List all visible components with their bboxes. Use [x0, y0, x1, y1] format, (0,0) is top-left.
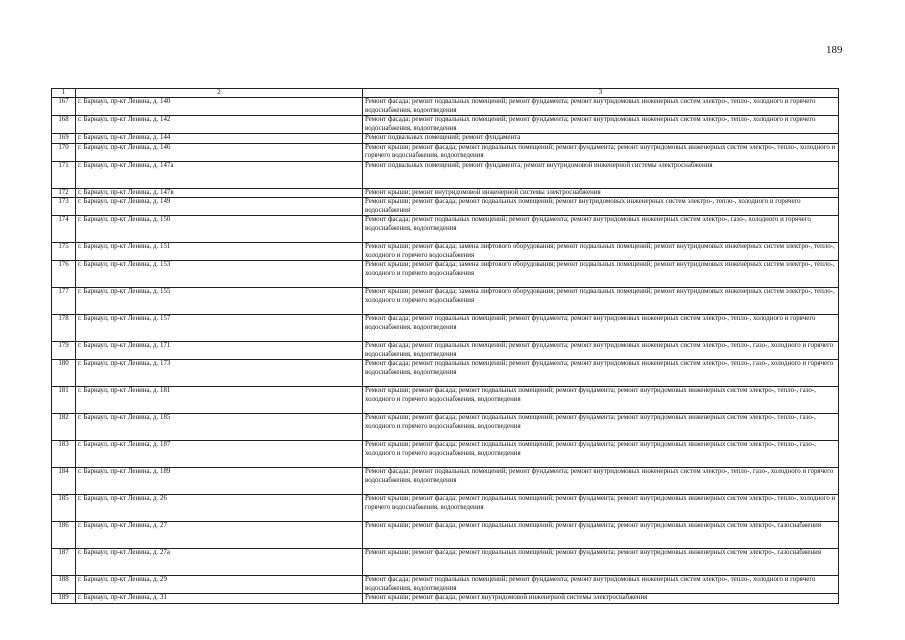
row-works: Ремонт фасада; ремонт подвальных помещений; ремонт фундамента; ремонт внутридомовых инженерных систем электро-, тепло-, холодного и горячего водоснабжения, водоотведения [363, 116, 839, 134]
row-number: 167 [52, 98, 76, 116]
row-number: 169 [52, 134, 76, 144]
row-number: 182 [52, 414, 76, 441]
row-address: г. Барнаул, пр-кт Ленина, д. 187 [76, 441, 363, 468]
row-number: 186 [52, 522, 76, 549]
table-row [52, 441, 839, 468]
row-number: 179 [52, 342, 76, 360]
row-works: Ремонт фасада; ремонт подвальных помещений; ремонт фундамента; ремонт внутридомовых инженерных систем электро-, тепло-, холодного и горячего водоснабжения, водоотведения [363, 315, 839, 342]
row-address: г. Барнаул, пр-кт Ленина, д. 140 [76, 98, 363, 116]
row-works: Ремонт крыши; ремонт фасада; ремонт внутридомовой инженерной системы электроснабжения [363, 594, 839, 604]
table-row [52, 243, 839, 261]
row-works: Ремонт крыши; ремонт фасада; ремонт подвальных помещений; ремонт фундамента; ремонт внутридомовых инженерных систем электро-, тепло-, холодного и горячего водоснабжения, водоотведения [363, 143, 839, 161]
table-row [52, 468, 839, 495]
page-number: 189 [826, 44, 843, 56]
row-works: Ремонт крыши; ремонт фасада; замена лифтового оборудования; ремонт подвальных помещений; ремонт внутридомовых инженерных систем электро-, тепло-, холодного и горячего водоснабжения [363, 261, 839, 288]
row-address: г. Барнаул, пр-кт Ленина, д. 155 [76, 288, 363, 315]
table-row [52, 98, 839, 116]
table-row [52, 188, 839, 198]
row-address: г. Барнаул, пр-кт Ленина, д. 173 [76, 360, 363, 387]
row-address: г. Барнаул, пр-кт Ленина, д. 144 [76, 134, 363, 144]
row-number: 172 [52, 188, 76, 198]
row-works: Ремонт крыши; ремонт фасада; ремонт подвальных помещений; ремонт фундамента; ремонт внутридомовых инженерных систем электро-, газоснабжения [363, 522, 839, 549]
table-row [52, 594, 839, 604]
row-address: г. Барнаул, пр-кт Ленина, д. 147в [76, 188, 363, 198]
row-number: 183 [52, 441, 76, 468]
row-number: 174 [52, 216, 76, 243]
row-works: Ремонт крыши; ремонт фасада; замена лифтового оборудования; ремонт подвальных помещений; ремонт внутридомовых инженерных систем электро-, тепло-, холодного и горячего водоснабжения [363, 243, 839, 261]
row-number: 168 [52, 116, 76, 134]
row-address: г. Барнаул, пр-кт Ленина, д. 189 [76, 468, 363, 495]
row-number: 178 [52, 315, 76, 342]
table-row [52, 198, 839, 216]
table-header-row [52, 89, 839, 98]
table-row [52, 288, 839, 315]
row-works: Ремонт подвальных помещений; ремонт фундамента; ремонт внутридомовой инженерной системы электроснабжения [363, 161, 839, 188]
row-address: г. Барнаул, пр-кт Ленина, д. 185 [76, 414, 363, 441]
row-works: Ремонт фасада; ремонт подвальных помещений; ремонт фундамента; ремонт внутридомовых инженерных систем электро-, тепло-, холодного и горячего водоснабжения, водоотведения [363, 576, 839, 594]
row-number: 180 [52, 360, 76, 387]
repair-works-table [51, 88, 839, 604]
header-col-works: 3 [363, 89, 839, 98]
row-works: Ремонт крыши; ремонт фасада; ремонт подвальных помещений; ремонт фундамента; ремонт внутридомовых инженерных систем электро-, газоснабжения [363, 549, 839, 576]
row-address: г. Барнаул, пр-кт Ленина, д. 142 [76, 116, 363, 134]
row-number: 171 [52, 161, 76, 188]
table-row [52, 414, 839, 441]
row-works: Ремонт крыши; ремонт фасада; ремонт подвальных помещений; ремонт фундамента; ремонт внутридомовых инженерных систем электро-, тепло-, газо-, холодного и горячего водоснабжения, водоотведения [363, 414, 839, 441]
row-address: г. Барнаул, пр-кт Ленина, д. 153 [76, 261, 363, 288]
row-number: 188 [52, 576, 76, 594]
header-col-number: 1 [52, 89, 76, 98]
row-number: 177 [52, 288, 76, 315]
row-works: Ремонт фасада; ремонт подвальных помещений; ремонт фундамента; ремонт внутридомовых инженерных систем электро-, тепло-, газо-, холодного и горячего водоснабжения, водоотведения [363, 360, 839, 387]
row-number: 189 [52, 594, 76, 604]
table-row [52, 360, 839, 387]
row-number: 173 [52, 198, 76, 216]
row-works: Ремонт крыши; ремонт фасада; ремонт подвальных помещений; ремонт внутридомовых инженерных систем электро-, тепло-, холодного и горячего водоснабжения [363, 198, 839, 216]
row-works: Ремонт крыши; ремонт фасада; ремонт подвальных помещений; ремонт фундамента; ремонт внутридомовых инженерных систем электро-, тепло-, холодного и горячего водоснабжения, водоотведения [363, 495, 839, 522]
row-number: 187 [52, 549, 76, 576]
row-number: 170 [52, 143, 76, 161]
table-row [52, 261, 839, 288]
table-row [52, 315, 839, 342]
row-works: Ремонт фасада; ремонт подвальных помещений; ремонт фундамента; ремонт внутридомовых инженерных систем электро-, газо-, холодного и горячего водоснабжения, водоотведения [363, 216, 839, 243]
row-address: г. Барнаул, пр-кт Ленина, д. 149 [76, 198, 363, 216]
row-number: 184 [52, 468, 76, 495]
row-address: г. Барнаул, пр-кт Ленина, д. 147а [76, 161, 363, 188]
table-row [52, 495, 839, 522]
row-works: Ремонт крыши; ремонт фасада; ремонт подвальных помещений; ремонт фундамента; ремонт внутридомовых инженерных систем электро-, тепло-, газо-, холодного и горячего водоснабжения, водоотведения [363, 387, 839, 414]
row-works: Ремонт подвальных помещений; ремонт фундамента [363, 134, 839, 144]
row-address: г. Барнаул, пр-кт Ленина, д. 27а [76, 549, 363, 576]
row-works: Ремонт крыши; ремонт внутридомовой инженерной системы электроснабжения [363, 188, 839, 198]
row-address: г. Барнаул, пр-кт Ленина, д. 26 [76, 495, 363, 522]
row-address: г. Барнаул, пр-кт Ленина, д. 31 [76, 594, 363, 604]
row-number: 181 [52, 387, 76, 414]
header-col-address: 2 [76, 89, 363, 98]
row-address: г. Барнаул, пр-кт Ленина, д. 171 [76, 342, 363, 360]
table-row [52, 387, 839, 414]
table-row [52, 216, 839, 243]
table-row [52, 161, 839, 188]
row-address: г. Барнаул, пр-кт Ленина, д. 181 [76, 387, 363, 414]
row-works: Ремонт фасада; ремонт подвальных помещений; ремонт фундамента; ремонт внутридомовых инженерных систем электро-, тепло-, газо-, холодного и горячего водоснабжения, водоотведения [363, 342, 839, 360]
table-row [52, 342, 839, 360]
table-row [52, 116, 839, 134]
table-row [52, 134, 839, 144]
table-row [52, 576, 839, 594]
row-address: г. Барнаул, пр-кт Ленина, д. 27 [76, 522, 363, 549]
row-works: Ремонт крыши; ремонт фасада; замена лифтового оборудования; ремонт подвальных помещений; ремонт внутридомовых инженерных систем электро-, тепло-, холодного и горячего водоснабжения [363, 288, 839, 315]
row-number: 175 [52, 243, 76, 261]
row-works: Ремонт фасада; ремонт подвальных помещений; ремонт фундамента; ремонт внутридомовых инженерных систем электро-, тепло-, холодного и горячего водоснабжения, водоотведения [363, 98, 839, 116]
row-works: Ремонт фасада; ремонт подвальных помещений; ремонт фундамента; ремонт внутридомовых инженерных систем электро-, тепло-, газо-, холодного и горячего водоснабжения, водоотведения [363, 468, 839, 495]
row-address: г. Барнаул, пр-кт Ленина, д. 157 [76, 315, 363, 342]
row-number: 176 [52, 261, 76, 288]
row-address: г. Барнаул, пр-кт Ленина, д. 150 [76, 216, 363, 243]
row-works: Ремонт крыши; ремонт фасада; ремонт подвальных помещений; ремонт фундамента; ремонт внутридомовых инженерных систем электро-, тепло-, газо-, холодного и горячего водоснабжения, водоотведения [363, 441, 839, 468]
row-address: г. Барнаул, пр-кт Ленина, д. 29 [76, 576, 363, 594]
row-number: 185 [52, 495, 76, 522]
table-row [52, 522, 839, 549]
row-address: г. Барнаул, пр-кт Ленина, д. 151 [76, 243, 363, 261]
row-address: г. Барнаул, пр-кт Ленина, д. 146 [76, 143, 363, 161]
table-row [52, 143, 839, 161]
table-row [52, 549, 839, 576]
